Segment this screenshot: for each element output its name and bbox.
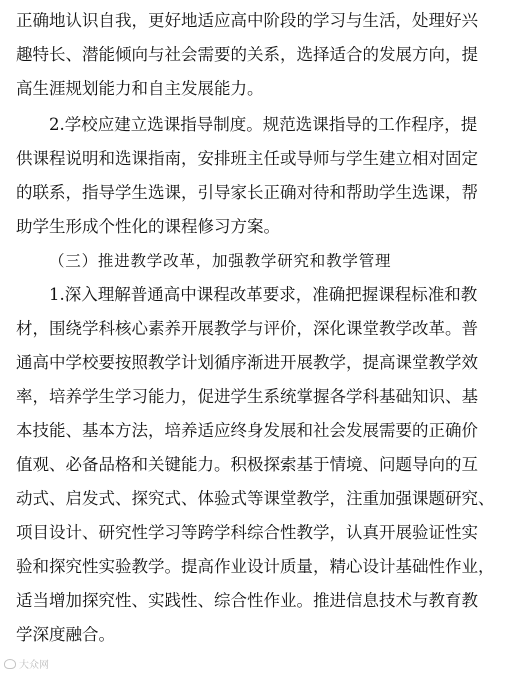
text-line: 率，培养学生学习能力，促进学生系统掌握各学科基础知识、基	[16, 387, 478, 406]
text-line: 验和探究性实验教学。提高作业设计质量，精心设计基础性作业，	[16, 557, 495, 576]
text-line: 供课程说明和选课指南，安排班主任或导师与学生建立相对固定	[16, 149, 478, 168]
section-heading: （三）推进教学改革，加强教学研究和教学管理	[49, 252, 392, 270]
text-line: 项目设计、研究性学习等跨学科综合性教学，认真开展验证性实	[16, 523, 478, 542]
paragraph-start: 2.学校应建立选课指导制度。规范选课指导的工作程序，提	[49, 115, 478, 134]
text-line: 高生涯规划能力和自主发展能力。	[16, 79, 264, 98]
text-line: 的联系，指导学生选课，引导家长正确对待和帮助学生选课，帮	[16, 183, 478, 202]
text-line: 趣特长、潜能倾向与社会需要的关系，选择适合的发展方向，提	[16, 45, 478, 64]
text-line: 本技能、基本方法，培养适应终身发展和社会发展需要的正确价	[16, 421, 478, 440]
text-line: 通高中学校要按照教学计划循序渐进开展教学，提高课堂教学效	[16, 353, 478, 372]
text-line: 材，围绕学科核心素养开展教学与评价，深化课堂教学改革。普	[16, 319, 478, 338]
text-line: 助学生形成个性化的课程修习方案。	[16, 217, 280, 236]
watermark-logo-icon	[4, 659, 16, 669]
text-line: 学深度融合。	[16, 625, 115, 644]
text-line: 动式、启发式、探究式、体验式等课堂教学，注重加强课题研究、	[16, 489, 495, 508]
watermark	[4, 656, 49, 671]
watermark-text: 大众网	[19, 660, 49, 671]
text-line: 正确地认识自我，更好地适应高中阶段的学习与生活，处理好兴	[16, 11, 478, 30]
text-line: 值观、必备品格和关键能力。积极探索基于情境、问题导向的互	[16, 455, 478, 474]
text-line: 适当增加探究性、实践性、综合性作业。推进信息技术与教育教	[16, 591, 478, 610]
paragraph-start: 1.深入理解普通高中课程改革要求，准确把握课程标准和教	[49, 285, 478, 304]
